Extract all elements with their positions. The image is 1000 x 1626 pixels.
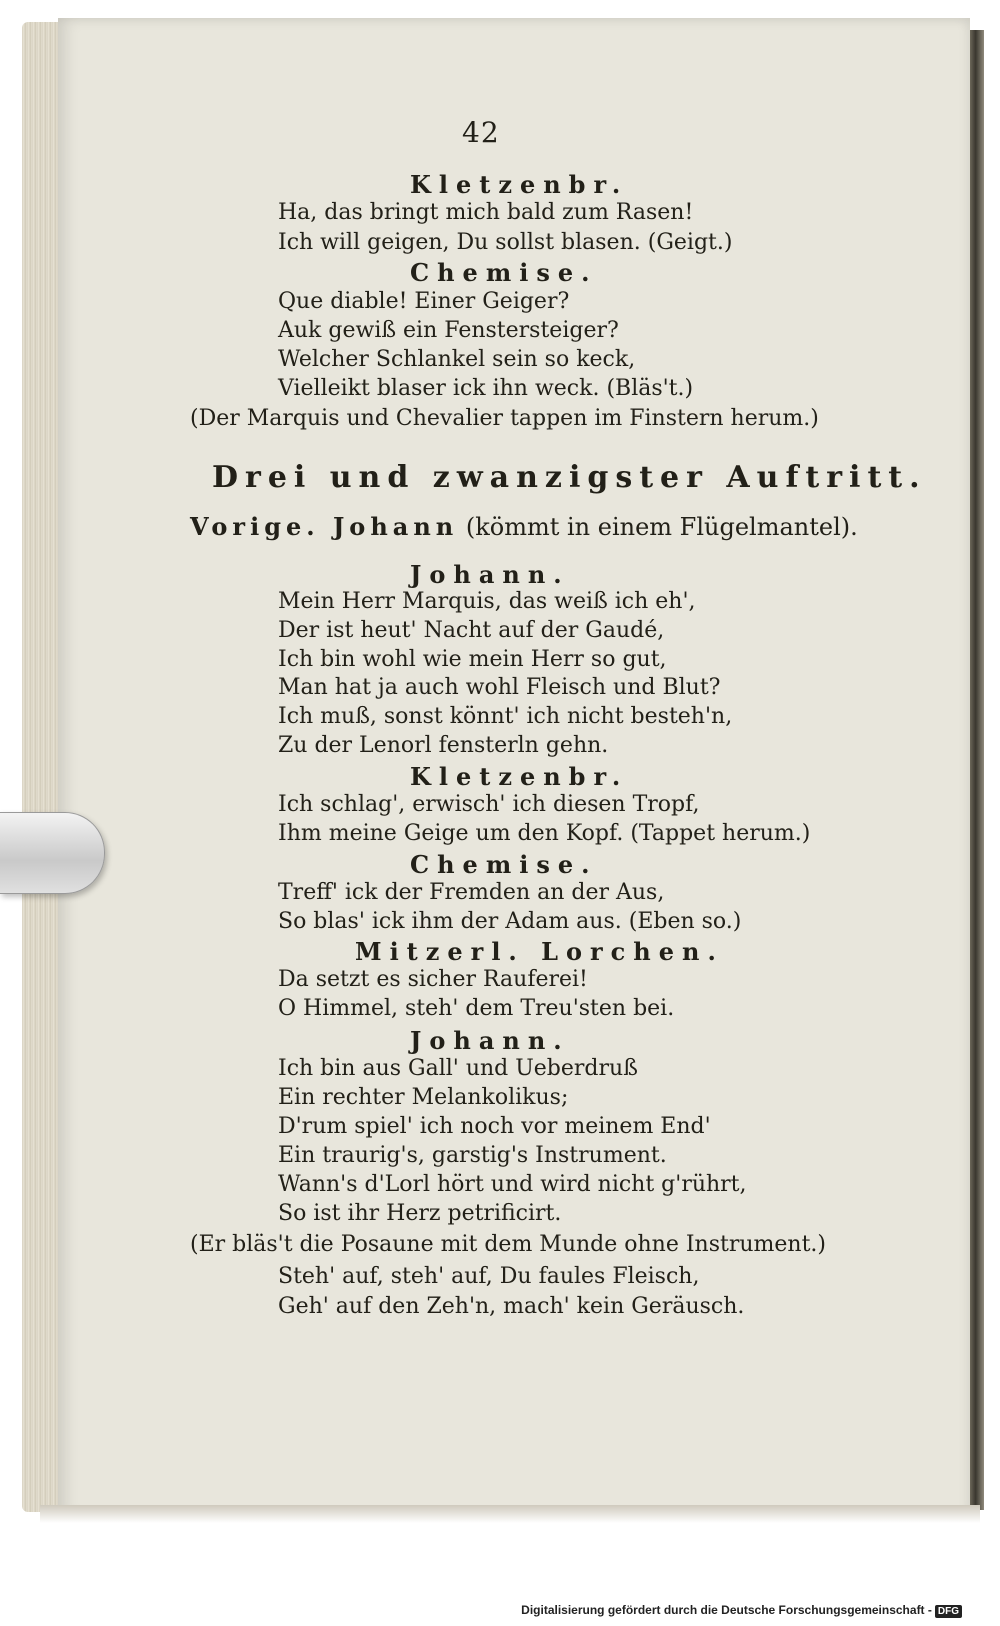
footer-credit — [521, 1603, 962, 1618]
speaker-name: Kletzenbr. — [410, 170, 629, 199]
verse-line: Auk gewiß ein Fenstersteiger? — [278, 318, 619, 343]
page-number: 42 — [462, 116, 500, 149]
verse-line: O Himmel, steh' dem Treu'sten bei. — [278, 996, 675, 1021]
speaker-name: Chemise. — [410, 850, 598, 879]
verse-line: Ich will geigen, Du sollst blasen. (Geigt.) — [278, 230, 733, 255]
book-right-edge — [970, 30, 984, 1510]
verse-line: Ha, das bringt mich bald zum Rasen! — [278, 200, 694, 225]
speaker-name: Kletzenbr. — [410, 762, 629, 791]
verse-line: Treff' ick der Fremden an der Aus, — [278, 880, 665, 905]
verse-line: Geh' auf den Zeh'n, mach' kein Geräusch. — [278, 1294, 745, 1319]
verse-line: Ihm meine Geige um den Kopf. (Tappet herum.) — [278, 821, 811, 846]
verse-line: Steh' auf, steh' auf, Du faules Fleisch, — [278, 1264, 700, 1289]
verse-line: Ich schlag', erwisch' ich diesen Tropf, — [278, 792, 700, 817]
verse-line: Mein Herr Marquis, das weiß ich eh', — [278, 589, 696, 614]
verse-line: Ich bin wohl wie mein Herr so gut, — [278, 647, 667, 672]
verse-line: Da setzt es sicher Rauferei! — [278, 967, 588, 992]
verse-line: Man hat ja auch wohl Fleisch und Blut? — [278, 675, 721, 700]
verse-line: Welcher Schlankel sein so keck, — [278, 347, 636, 372]
verse-line: Ich muß, sonst könnt' ich nicht besteh'n, — [278, 704, 733, 729]
verse-line: So blas' ick ihm der Adam aus. (Eben so.) — [278, 909, 742, 934]
scanner-clip — [0, 812, 105, 894]
stage-direction: (Er bläs't die Posaune mit dem Munde ohne Instrument.) — [190, 1232, 826, 1257]
scene-heading: Drei und zwanzigster Auftritt. — [212, 460, 927, 495]
verse-line: Der ist heut' Nacht auf der Gaudé, — [278, 618, 665, 643]
speaker-name: Johann. — [410, 560, 570, 589]
verse-line: Wann's d'Lorl hört und wird nicht g'rührt, — [278, 1172, 747, 1197]
stage-direction: (Der Marquis und Chevalier tappen im Finstern herum.) — [190, 406, 819, 431]
verse-line: Zu der Lenorl fensterln gehn. — [278, 733, 609, 758]
verse-line: Que diable! Einer Geiger? — [278, 289, 570, 314]
speaker-name: Johann. — [410, 1026, 570, 1055]
scene-characters — [190, 512, 858, 541]
verse-line: D'rum spiel' ich noch vor meinem End' — [278, 1114, 711, 1139]
verse-line: So ist ihr Herz petrificirt. — [278, 1201, 562, 1226]
footer-text: Digitalisierung gefördert durch die Deutsche Forschungsgemeinschaft - — [521, 1603, 932, 1617]
verse-line: Ein rechter Melankolikus; — [278, 1085, 569, 1110]
speaker-name: Chemise. — [410, 258, 598, 287]
verse-line: Vielleikt blaser ick ihn weck. (Bläs't.) — [278, 376, 694, 401]
page-bottom-shadow — [40, 1505, 980, 1523]
verse-line: Ich bin aus Gall' und Ueberdruß — [278, 1056, 638, 1081]
dfg-logo: DFG — [935, 1605, 962, 1618]
speaker-name: Mitzerl. Lorchen. — [355, 937, 724, 966]
verse-line: Ein traurig's, garstig's Instrument. — [278, 1143, 667, 1168]
characters-rest: (kömmt in einem Flügelmantel). — [458, 513, 858, 541]
characters-bold: Vorige. Johann — [190, 512, 459, 541]
